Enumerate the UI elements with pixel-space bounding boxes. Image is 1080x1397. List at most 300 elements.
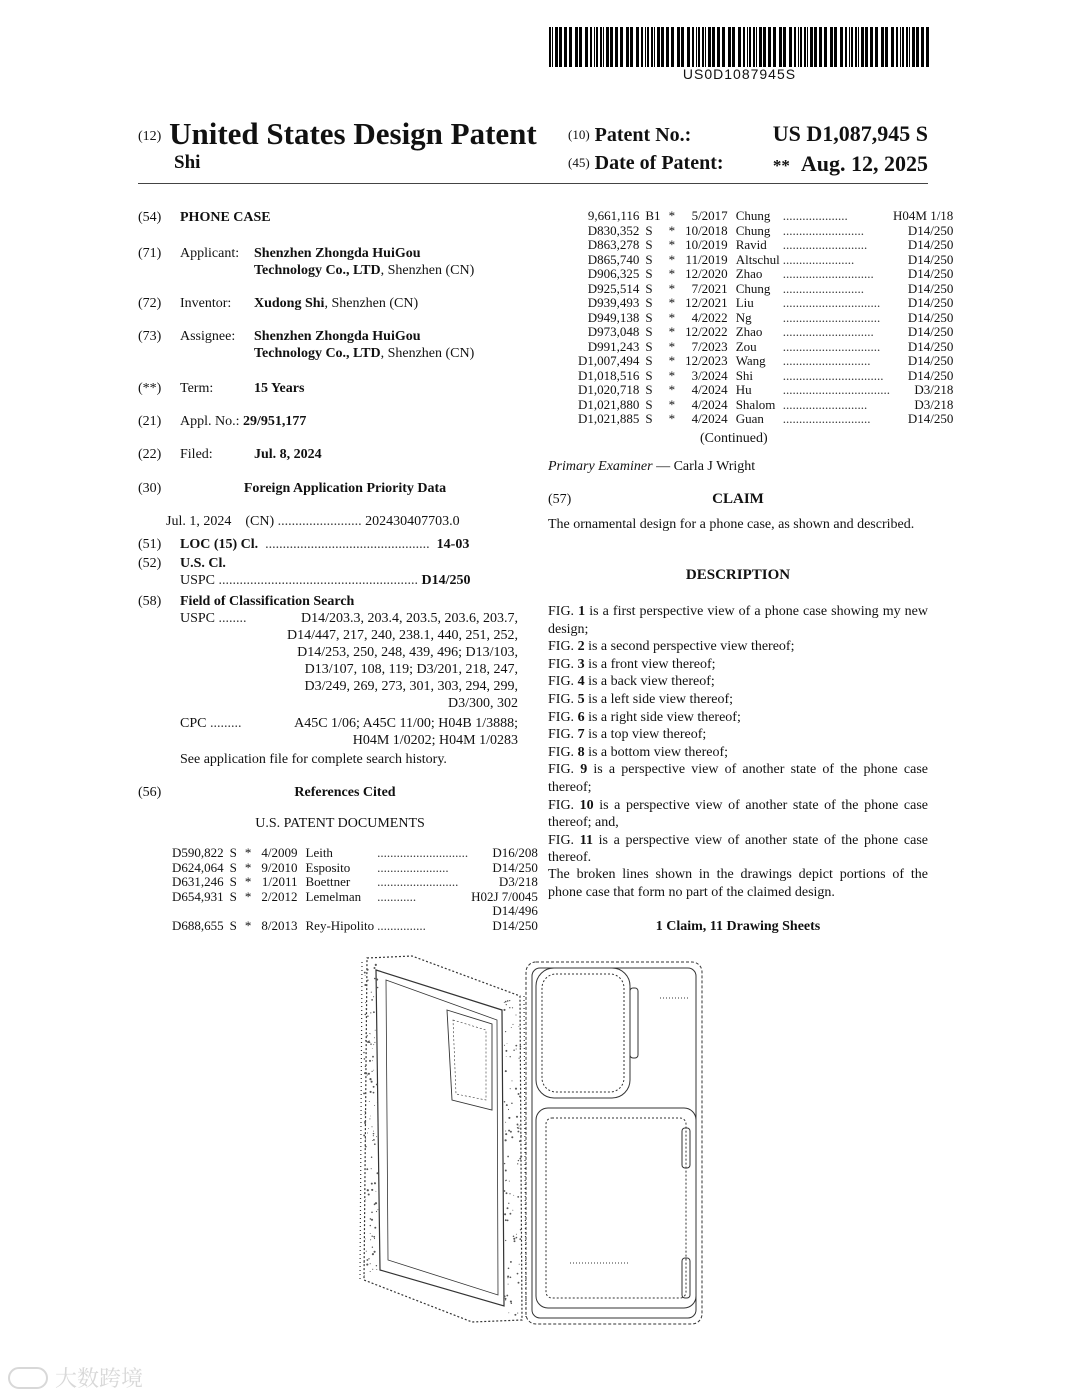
reference-cls: D14/250 <box>907 309 954 325</box>
stipple-dot <box>512 1024 513 1025</box>
barcode-bar <box>896 27 898 67</box>
reference-star: * <box>668 396 676 412</box>
stipple-dot <box>506 1004 507 1005</box>
stipple-dot <box>366 1073 367 1074</box>
uspc-class-line: D14/253, 250, 248, 439, 496; D13/103, <box>297 645 518 660</box>
stipple-dot <box>506 1192 508 1194</box>
stipple-dot <box>370 1116 371 1117</box>
reference-cls: H02J 7/0045 <box>471 888 538 904</box>
reference-kind: S <box>645 411 653 426</box>
barcode-bar <box>891 27 894 67</box>
barcode-bar <box>885 27 888 67</box>
reference-num: D590,822 <box>172 845 224 860</box>
field-references: (56) References Cited <box>138 785 396 800</box>
reference-row <box>578 238 953 253</box>
description-heading: DESCRIPTION <box>685 567 791 583</box>
stipple-dot <box>372 1056 374 1058</box>
reference-row <box>172 861 538 876</box>
barcode-bar <box>851 27 853 67</box>
stipple-dot <box>505 1133 507 1135</box>
reference-dots: ............................ <box>377 845 469 860</box>
stipple-dot <box>508 1267 510 1269</box>
barcode-bar <box>615 27 618 67</box>
date-of-patent-label: (45) Date of Patent: <box>568 152 724 174</box>
stipple-dot <box>365 1238 366 1239</box>
reference-name <box>306 904 378 919</box>
primary-examiner: Primary Examiner — Carla J Wright <box>548 459 756 474</box>
barcode-bar <box>807 27 808 67</box>
stipple-dot <box>371 1189 373 1191</box>
barcode-bar <box>585 27 588 67</box>
barcode-bar <box>692 27 694 67</box>
reference-star: * <box>668 324 676 339</box>
stipple-dot <box>510 1088 511 1089</box>
reference-name: Lemelman <box>305 888 362 904</box>
stipple-dot <box>509 1000 510 1001</box>
barcode-bar <box>620 27 623 67</box>
stipple-dot <box>370 1091 372 1093</box>
reference-dots: .......................... <box>782 396 868 412</box>
barcode-bar <box>789 27 792 67</box>
inventor-surname: Shi <box>174 152 201 173</box>
stipple-dot <box>517 1196 519 1198</box>
stipple-dot <box>505 1299 506 1300</box>
reference-date: 11/2019 <box>685 251 728 267</box>
stipple-dot <box>513 1236 515 1238</box>
reference-row <box>578 224 953 239</box>
stipple-dot <box>363 1134 365 1136</box>
stipple-dot <box>368 1258 369 1259</box>
figure-description: FIG. 2 is a second perspective view thereof; <box>548 639 795 655</box>
barcode-bar <box>647 27 649 67</box>
barcode-bar <box>559 27 562 67</box>
reference-date: 4/2009 <box>261 845 298 860</box>
reference-star: * <box>668 251 676 267</box>
stipple-dot <box>516 1234 517 1235</box>
reference-date: 3/2024 <box>691 367 728 383</box>
stipple-dot <box>365 1138 366 1139</box>
barcode-bar <box>763 27 766 67</box>
claim-heading: (57) CLAIM <box>548 491 764 507</box>
figure-description: FIG. 6 is a right side view thereof; <box>548 709 741 725</box>
reference-date: 2/2012 <box>261 888 298 904</box>
stipple-dot <box>505 1298 507 1300</box>
barcode-bar <box>756 27 757 67</box>
reference-kind: S <box>645 295 653 310</box>
barcode-bar <box>717 27 720 67</box>
reference-cls: D14/250 <box>907 411 954 426</box>
reference-star: * <box>668 222 676 238</box>
barcode-bar <box>753 27 755 67</box>
field-applicant: (71) Applicant: Shenzhen Zhongda HuiGou Technology Co., LTD, Shenzhen (CN) <box>138 246 475 278</box>
stipple-dot <box>374 978 376 980</box>
reference-star: * <box>244 888 252 904</box>
reference-kind <box>230 904 245 919</box>
stipple-dot <box>374 1251 376 1253</box>
stipple-dot <box>365 1040 366 1041</box>
stipple-dot <box>507 1219 509 1221</box>
stipple-dot <box>505 1050 507 1052</box>
reference-date: 7/2021 <box>691 280 728 296</box>
stipple-dot <box>374 1105 375 1106</box>
reference-star: * <box>244 859 252 875</box>
stipple-dot <box>375 1191 376 1192</box>
barcode-bar <box>861 27 864 67</box>
barcode-bar <box>708 27 711 67</box>
reference-cls: D3/218 <box>914 382 954 397</box>
reference-num: D949,138 <box>587 309 640 325</box>
reference-num: D865,740 <box>587 251 640 267</box>
reference-dots: ............................ <box>782 266 874 281</box>
stipple-dot <box>377 1102 378 1103</box>
barcode-bar <box>610 27 613 67</box>
reference-row <box>578 282 953 297</box>
barcode-bar <box>875 27 878 67</box>
reference-num: D939,493 <box>587 295 640 310</box>
reference-row <box>578 325 953 340</box>
stipple-dot <box>365 1002 366 1003</box>
reference-dots: ......................... <box>377 874 459 889</box>
field-us-cl: (52) U.S. Cl. USPC ......................................................... D14/250 <box>138 556 471 588</box>
barcode-bar <box>916 27 919 67</box>
barcode-bar <box>840 27 843 67</box>
reference-name: Altschul <box>735 251 780 267</box>
reference-num: D654,931 <box>172 888 224 904</box>
reference-name: Chung <box>735 208 771 223</box>
stipple-dot <box>364 1122 366 1124</box>
barcode-bar <box>596 27 598 67</box>
reference-cls: D14/250 <box>907 367 954 383</box>
reference-row <box>578 340 953 355</box>
stipple-dot <box>507 1156 509 1158</box>
stipple-dot <box>371 1211 373 1213</box>
barcode-bar <box>759 27 762 67</box>
field-classification-search: (58) Field of Classification Search USPC ........ D14/203.3, 203.4, 203.5, 203.6, 203.7, D14/447, 217, 240, 238.1, 440, 251, 252, D14/253, 250, 248, 439, 496; D13/103, D13/107, 108, 119; D3/201, 218, 247, D3/249, 269, 273, 301, 303, 294, 299, D3/300, 302 <box>138 594 518 711</box>
stipple-dot <box>511 1027 512 1028</box>
figure-description: FIG. 10 is a perspective view of another state of the phone case thereof; and, <box>548 797 928 831</box>
reference-date: 5/2017 <box>691 208 728 223</box>
stipple-dot <box>369 1101 370 1102</box>
cpc-classes <box>228 715 518 749</box>
reference-row <box>172 875 538 890</box>
stipple-dot <box>517 1163 518 1164</box>
reference-dots: .................... <box>782 208 848 223</box>
stipple-dot <box>377 987 379 989</box>
stipple-dot <box>365 1111 367 1113</box>
barcode-bar <box>681 27 684 67</box>
stipple-dot <box>510 1131 512 1133</box>
reference-cls: D14/250 <box>907 266 954 281</box>
stipple-dot <box>364 1114 365 1115</box>
reference-dots <box>377 904 471 919</box>
barcode-bar <box>834 27 837 67</box>
stipple-dot <box>374 1227 376 1229</box>
barcode-bar <box>671 27 674 67</box>
reference-kind: S <box>645 353 653 368</box>
reference-name: Shi <box>735 367 754 383</box>
watermark: 大数跨境 <box>8 1362 143 1393</box>
barcode-bar <box>696 27 697 67</box>
reference-dots: ........................... <box>782 353 871 368</box>
cpc-class-line: A45C 1/06; A45C 11/00; H04B 1/3888; <box>294 716 518 731</box>
stipple-dot <box>365 1008 366 1009</box>
reference-cls: D14/250 <box>907 280 954 296</box>
reference-name: Wang <box>735 353 766 368</box>
stipple-dot <box>376 979 378 981</box>
reference-name: Boettner <box>305 874 351 889</box>
stipple-dot <box>373 1011 375 1013</box>
stipple-dot <box>371 1071 372 1072</box>
stipple-dot <box>508 1203 509 1204</box>
stipple-dot <box>374 1037 375 1038</box>
reference-star: * <box>668 367 676 383</box>
reference-star: * <box>668 266 676 281</box>
reference-name: Ravid <box>735 237 767 252</box>
patent-number: US D1,087,945 S <box>772 121 928 146</box>
reference-star: * <box>668 382 676 397</box>
stipple-dot <box>366 1259 368 1261</box>
stipple-dot <box>373 996 374 997</box>
field-cpc: CPC ......... A45C 1/06; A45C 11/00; H04B 1/3888; H04M 1/0202; H04M 1/0283 <box>180 716 518 748</box>
reference-cls: D3/218 <box>498 874 538 889</box>
stipple-dot <box>508 1117 510 1119</box>
barcode-bar <box>698 27 700 67</box>
stipple-dot <box>367 1035 368 1036</box>
stipple-dot <box>372 1060 373 1061</box>
stipple-dot <box>509 1007 510 1008</box>
stipple-dot <box>370 1043 372 1045</box>
patent-number-label: (10) Patent No.: <box>568 124 692 146</box>
stipple-dot <box>514 1314 516 1316</box>
barcode-bar <box>810 27 813 67</box>
stipple-dot <box>509 1213 511 1215</box>
stipple-dot <box>373 1133 375 1135</box>
barcode-bar <box>579 27 582 67</box>
barcode-bar <box>783 27 786 67</box>
reference-dots: .............................. <box>782 309 881 325</box>
stipple-dot <box>511 1103 513 1105</box>
barcode-bar <box>732 27 735 67</box>
stipple-dot <box>516 1048 517 1049</box>
reference-row <box>172 904 538 919</box>
stipple-dot <box>503 1009 505 1011</box>
stipple-dot <box>511 1080 512 1081</box>
barcode-bar <box>728 27 731 67</box>
barcode-bar <box>909 27 910 67</box>
reference-row <box>578 253 953 268</box>
uspc-class-line: D3/249, 269, 273, 301, 303, 294, 299, <box>304 679 518 694</box>
barcode-bar <box>779 27 782 67</box>
stipple-dot <box>516 1116 518 1118</box>
stipple-dot <box>370 1033 371 1034</box>
stipple-dot <box>376 1211 377 1212</box>
stipple-dot <box>373 1086 375 1088</box>
barcode-bar <box>926 27 929 67</box>
barcode-bar <box>747 27 748 67</box>
reference-kind: S <box>645 338 653 354</box>
reference-cls: D14/250 <box>492 859 538 875</box>
stipple-dot <box>376 1172 378 1174</box>
reference-date: 8/2013 <box>261 917 298 933</box>
reference-dots: ...................... <box>377 859 449 875</box>
stipple-dot <box>373 967 375 969</box>
barcode-bar <box>855 27 857 67</box>
reference-name: Hu <box>735 382 752 397</box>
stipple-dot <box>505 1219 507 1221</box>
barcode-bar <box>814 27 817 67</box>
stipple-dot <box>517 1313 518 1314</box>
stipple-dot <box>505 1001 507 1003</box>
stipple-dot <box>365 1146 367 1148</box>
stipple-dot <box>373 1135 374 1136</box>
stipple-dot <box>371 1168 372 1169</box>
reference-name: Chung <box>735 280 771 296</box>
stipple-dot <box>374 1182 375 1183</box>
stipple-dot <box>506 1056 507 1057</box>
figure-back-view-drawing <box>520 958 706 1328</box>
stipple-dot <box>508 1312 509 1313</box>
barcode-bar <box>768 27 771 67</box>
stipple-dot <box>367 969 369 971</box>
reference-num: D631,246 <box>172 874 224 889</box>
stipple-dot <box>373 1236 375 1238</box>
stipple-dot <box>364 1072 366 1074</box>
barcode-bar <box>794 27 796 67</box>
barcode-bar <box>906 27 908 67</box>
watermark-logo-icon <box>8 1367 48 1389</box>
reference-date: 9/2010 <box>261 859 298 875</box>
stipple-dot <box>371 999 373 1001</box>
barcode-bar <box>641 27 643 67</box>
stipple-dot <box>364 1275 365 1276</box>
reference-dots: ......................... <box>782 280 864 296</box>
barcode-bar <box>654 27 655 67</box>
barcode-bar <box>738 27 741 67</box>
stipple-dot <box>372 1247 373 1248</box>
stipple-dot <box>376 1265 377 1266</box>
field-assignee: (73) Assignee: Shenzhen Zhongda HuiGou Technology Co., LTD, Shenzhen (CN) <box>138 329 475 361</box>
stipple-dot <box>366 1264 368 1266</box>
stipple-dot <box>365 1066 366 1067</box>
reference-num: D624,064 <box>172 859 224 875</box>
stipple-dot <box>374 1203 376 1205</box>
field-filed: (22) Filed: Jul. 8, 2024 <box>138 447 322 462</box>
reference-cls: D14/496 <box>492 903 538 918</box>
reference-star: * <box>244 874 252 889</box>
reference-row <box>172 846 538 861</box>
reference-num: D1,018,516 <box>578 367 640 383</box>
stipple-dot <box>370 1012 371 1013</box>
reference-star: * <box>668 295 676 310</box>
reference-dots: ............................... <box>782 367 884 383</box>
reference-row <box>578 209 953 224</box>
barcode-bar <box>845 27 847 67</box>
reference-dots: ...................... <box>782 251 855 267</box>
reference-date: 12/2023 <box>685 353 728 368</box>
reference-kind: S <box>645 222 653 238</box>
reference-kind: S <box>645 324 653 339</box>
stipple-dot <box>510 1300 512 1302</box>
stipple-dot <box>365 1032 367 1034</box>
reference-row <box>578 296 953 311</box>
stipple-dot <box>371 1157 372 1158</box>
reference-cls: D14/250 <box>492 917 538 933</box>
reference-num: D973,048 <box>587 324 640 339</box>
field-appl-no: (21) Appl. No.: 29/951,177 <box>138 414 307 429</box>
reference-dots: ................................. <box>782 382 890 397</box>
claims-summary: 1 Claim, 11 Drawing Sheets <box>655 919 821 934</box>
barcode-bar <box>881 27 884 67</box>
stipple-dot <box>507 1276 509 1278</box>
us-patent-documents-heading: U.S. PATENT DOCUMENTS <box>255 816 425 831</box>
stipple-dot <box>515 1088 517 1090</box>
reference-kind: S <box>229 845 237 860</box>
stipple-dot <box>518 1160 519 1161</box>
stipple-dot <box>505 1139 507 1141</box>
reference-num: D688,655 <box>172 917 224 933</box>
stipple-dot <box>510 1261 512 1263</box>
reference-dots: ........................... <box>782 411 871 426</box>
stipple-dot <box>363 1052 364 1053</box>
continued-note: (Continued) <box>700 431 768 446</box>
stipple-dot <box>373 1253 374 1254</box>
barcode-bar <box>590 27 592 67</box>
reference-date: 4/2024 <box>691 396 728 412</box>
reference-num: D1,021,880 <box>578 396 640 412</box>
reference-num: D991,243 <box>587 338 640 354</box>
reference-star: * <box>244 917 252 933</box>
reference-star: * <box>668 338 676 354</box>
reference-num: 9,661,116 <box>587 208 640 223</box>
stipple-dot <box>517 1273 519 1275</box>
stipple-dot <box>374 1238 375 1239</box>
reference-name: Zou <box>735 338 757 354</box>
stipple-dot <box>513 1195 514 1196</box>
reference-row <box>578 398 953 413</box>
reference-dots: ............................ <box>782 324 874 339</box>
stipple-dot <box>512 1210 513 1211</box>
stipple-dot <box>373 1139 375 1141</box>
stipple-dot <box>364 1058 366 1060</box>
stipple-dot <box>507 1277 508 1278</box>
stipple-dot <box>508 1284 509 1285</box>
reference-dots: .......................... <box>782 237 868 252</box>
reference-date: 1/2011 <box>261 874 298 889</box>
reference-num: D1,021,885 <box>578 411 640 426</box>
reference-cls: D14/250 <box>907 237 954 252</box>
stipple-dot <box>515 1014 516 1015</box>
barcode-bar <box>902 27 904 67</box>
stipple-dot <box>375 964 377 966</box>
reference-star: * <box>668 237 676 252</box>
barcode-bar <box>912 27 915 67</box>
stipple-dot <box>367 1042 368 1043</box>
reference-row <box>578 311 953 326</box>
reference-date: 12/2022 <box>685 324 728 339</box>
reference-name: Zhao <box>735 324 763 339</box>
barcode-bar <box>865 27 868 67</box>
reference-kind: S <box>229 874 237 889</box>
stipple-dot <box>508 1109 509 1110</box>
stipple-dot <box>369 1040 370 1041</box>
stipple-dot <box>506 1180 507 1181</box>
stipple-dot <box>504 1163 505 1164</box>
stipple-dot <box>505 1031 506 1032</box>
barcode-bar <box>569 27 572 67</box>
stipple-dot <box>516 1237 518 1239</box>
reference-name: Zhao <box>735 266 763 281</box>
stipple-dot <box>504 1213 506 1215</box>
